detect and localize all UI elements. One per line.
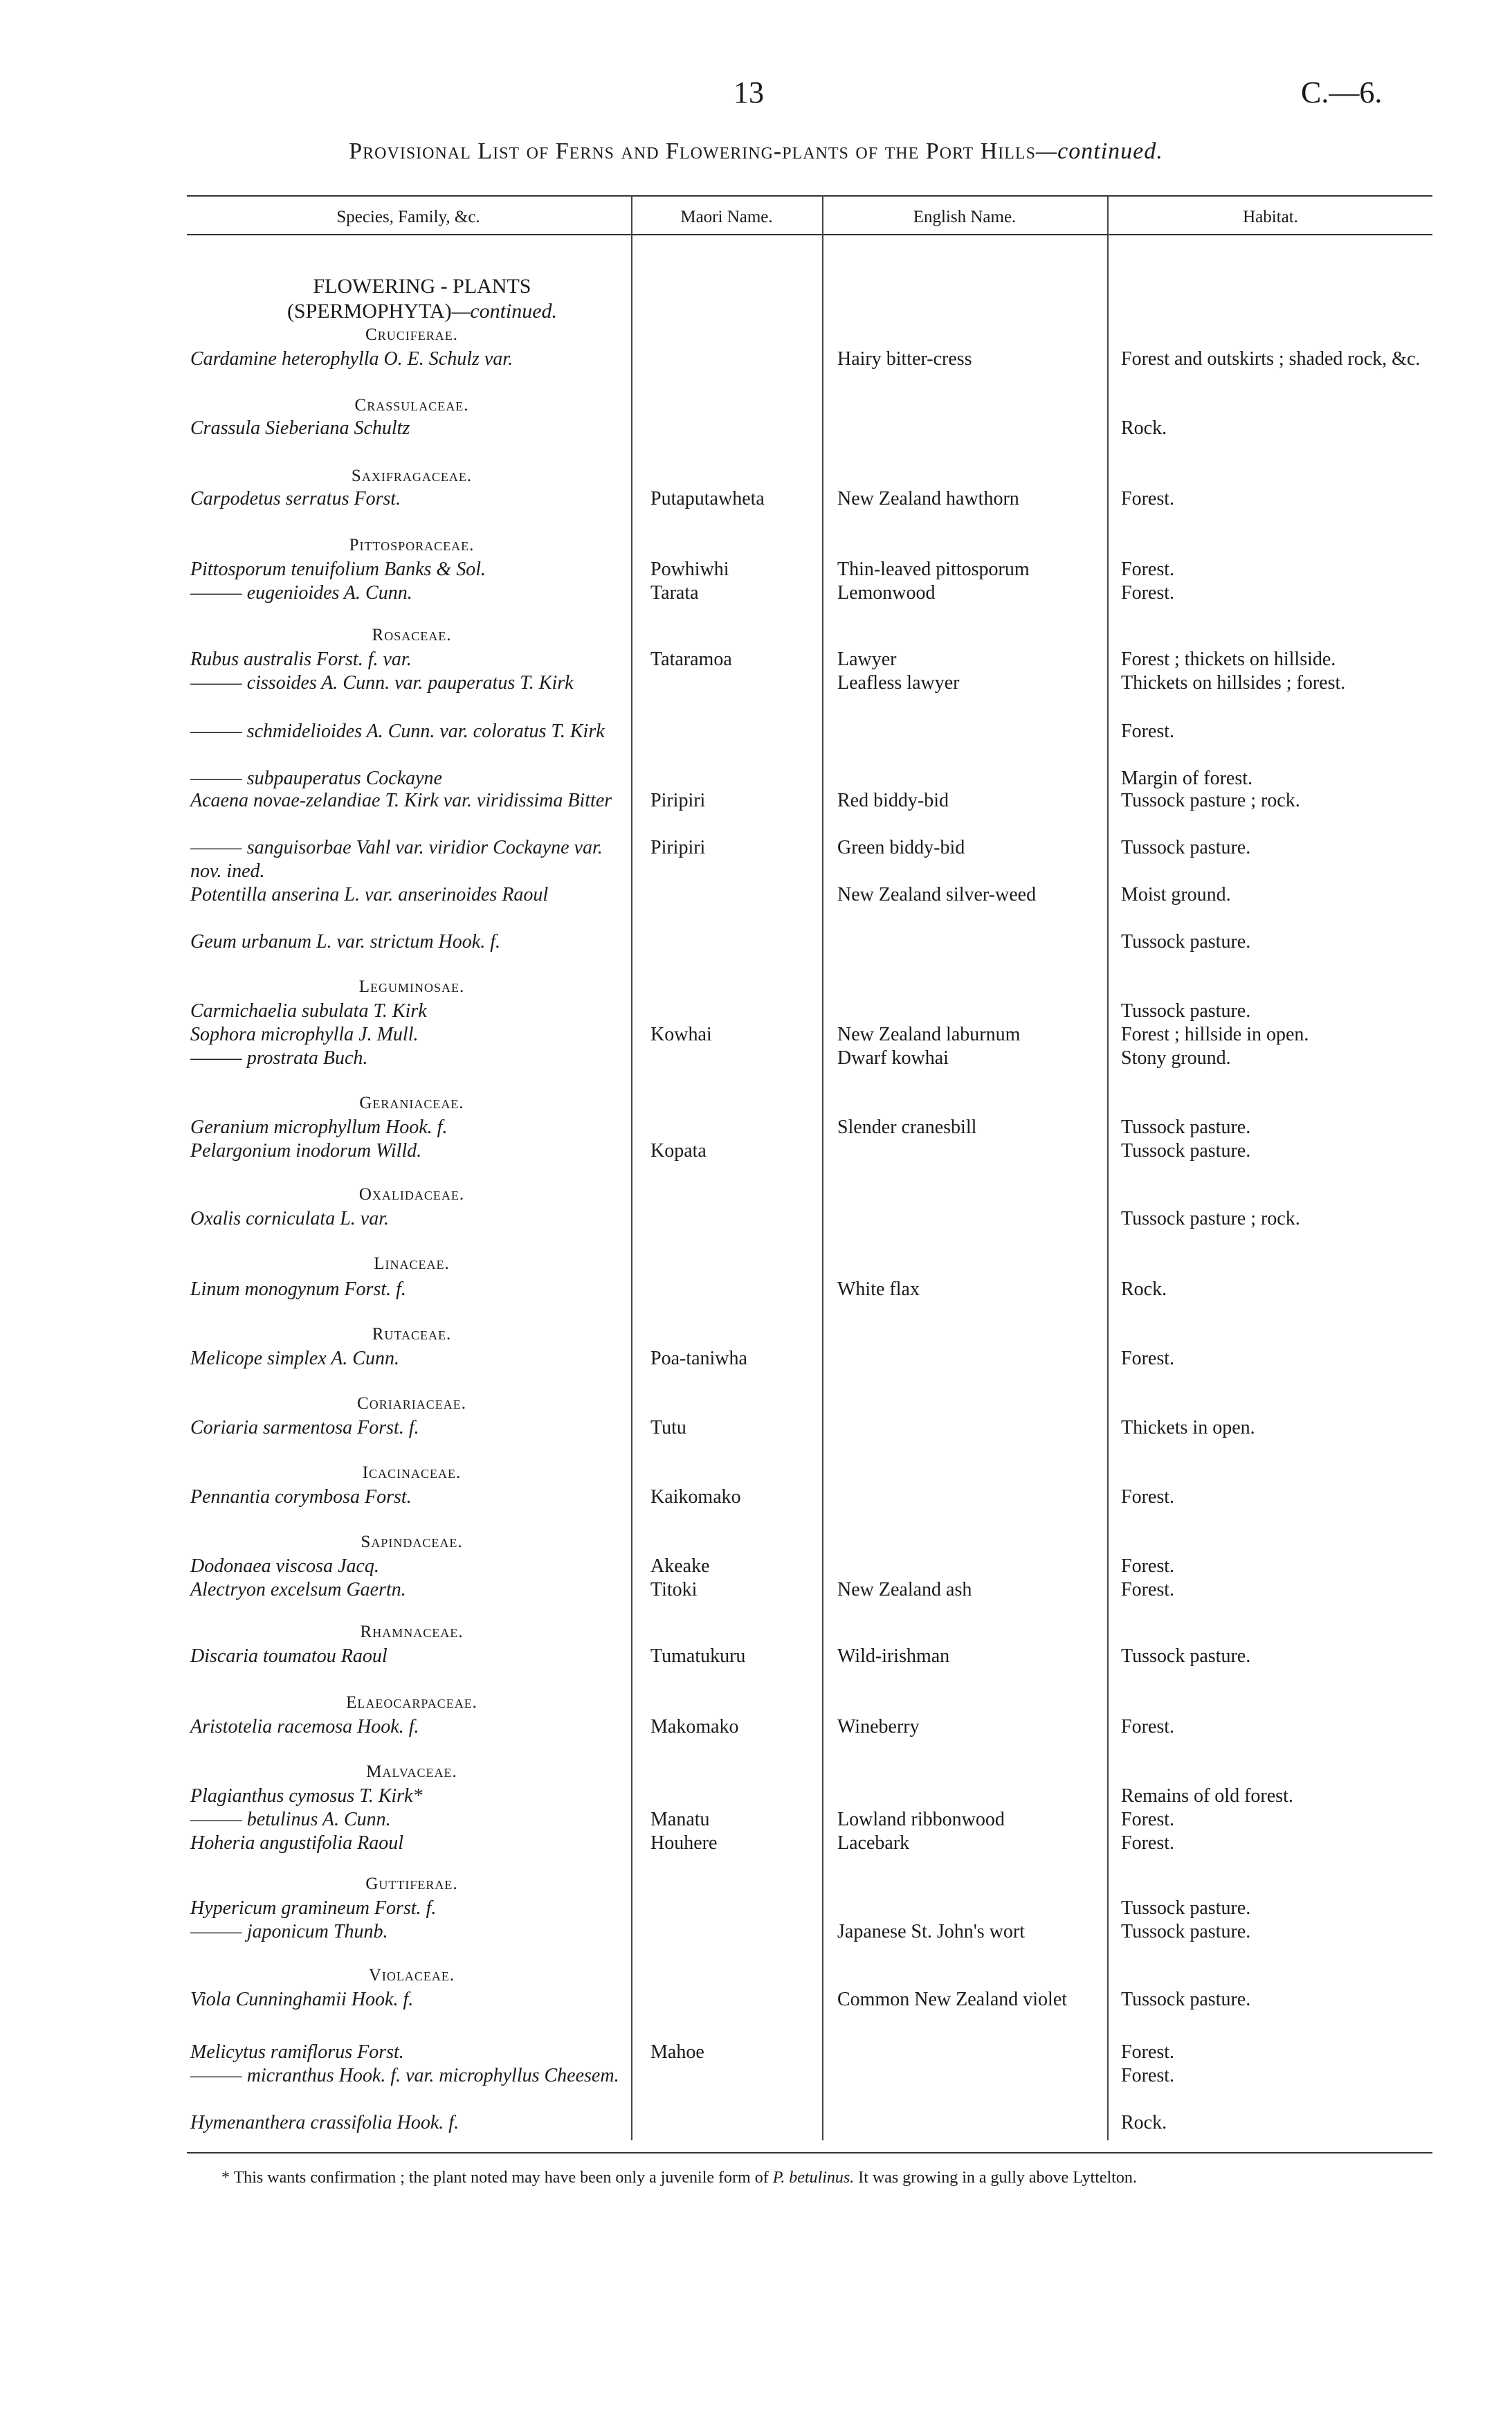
species-name: Carmichaelia subulata T. Kirk <box>190 1000 427 1022</box>
english-name: Lemonwood <box>837 582 936 604</box>
english-name: Wild-irishman <box>837 1645 950 1667</box>
species-name: Pittosporum tenuifolium Banks & Sol. <box>190 559 486 580</box>
column-header-habitat: Habitat. <box>1243 208 1298 226</box>
species-name: Dodonaea viscosa Jacq. <box>190 1555 379 1577</box>
table-top-rule <box>187 195 1432 197</box>
habitat: Forest. <box>1121 2041 1174 2063</box>
species-name: ——— subpauperatus Cockayne <box>190 768 442 789</box>
species-name: Linum monogynum Forst. f. <box>190 1279 406 1300</box>
habitat: Margin of forest. <box>1121 768 1253 789</box>
species-name: Oxalis corniculata L. var. <box>190 1208 389 1229</box>
habitat: Forest. <box>1121 1716 1174 1737</box>
english-name: New Zealand hawthorn <box>837 488 1019 509</box>
english-name: Leafless lawyer <box>837 672 960 694</box>
habitat: Tussock pasture. <box>1121 1897 1251 1919</box>
habitat: Stony ground. <box>1121 1047 1231 1069</box>
maori-name: Tutu <box>650 1417 686 1438</box>
maori-name: Mahoe <box>650 2041 704 2063</box>
maori-name: Kowhai <box>650 1024 712 1045</box>
habitat: Moist ground. <box>1121 884 1231 905</box>
english-name: Red biddy-bid <box>837 790 949 811</box>
species-name: Plagianthus cymosus T. Kirk* <box>190 1785 423 1807</box>
maori-name: Tarata <box>650 582 699 604</box>
section-title-text: FLOWERING - PLANTS (SPERMOPHYTA) <box>286 275 531 323</box>
footnote-species: P. betulinus. <box>772 2169 855 2187</box>
maori-name: Kopata <box>650 1140 707 1162</box>
habitat: Forest. <box>1121 1348 1174 1369</box>
habitat: Rock. <box>1121 2112 1167 2133</box>
maori-name: Titoki <box>650 1579 698 1600</box>
species-name: Coriaria sarmentosa Forst. f. <box>190 1417 419 1438</box>
family-heading: Rhamnaceae. <box>360 1623 464 1641</box>
species-name: Hymenanthera crassifolia Hook. f. <box>190 2112 459 2133</box>
species-name: Crassula Sieberiana Schultz <box>190 417 410 439</box>
habitat: Forest. <box>1121 1809 1174 1830</box>
habitat: Forest. <box>1121 1555 1174 1577</box>
maori-name: Manatu <box>650 1809 710 1830</box>
maori-name: Akeake <box>650 1555 710 1577</box>
species-name: Hoheria angustifolia Raoul <box>190 1832 403 1854</box>
english-name: Lowland ribbonwood <box>837 1809 1005 1830</box>
species-name: Potentilla anserina L. var. anserinoides Raoul <box>190 884 549 905</box>
habitat: Tussock pasture. <box>1121 1645 1251 1667</box>
habitat: Forest. <box>1121 1579 1174 1600</box>
family-heading: Oxalidaceae. <box>358 1185 465 1204</box>
column-divider <box>1107 195 1109 2140</box>
habitat: Forest. <box>1121 2065 1174 2086</box>
english-name: White flax <box>837 1279 920 1300</box>
habitat: Thickets in open. <box>1121 1417 1255 1438</box>
section-title-suffix: —continued. <box>451 300 558 323</box>
footnote <box>221 2167 1439 2189</box>
habitat: Forest. <box>1121 1832 1174 1854</box>
footnote-text: * This wants confirmation ; the plant noted may have been only a juvenile form of <box>221 2169 769 2187</box>
maori-name: Poa-taniwha <box>650 1348 747 1369</box>
maori-name: Powhiwhi <box>650 559 729 580</box>
species-name: ——— betulinus A. Cunn. <box>190 1809 391 1830</box>
species-name: Discaria toumatou Raoul <box>190 1645 388 1667</box>
species-name: Alectryon excelsum Gaertn. <box>190 1579 406 1600</box>
page-title: Provisional List of Ferns and Flowering-plants of the Port Hills <box>349 138 1036 164</box>
family-heading: Guttiferae. <box>365 1875 458 1893</box>
family-heading: Rutaceae. <box>372 1325 452 1344</box>
species-name: Carpodetus serratus Forst. <box>190 488 401 509</box>
footnote-rule <box>187 2152 1432 2153</box>
species-name: ——— sanguisorbae Vahl var. viridior Cockayne var. nov. ined. <box>190 837 603 882</box>
species-name: ——— eugenioides A. Cunn. <box>190 582 412 604</box>
species-name: ——— micranthus Hook. f. var. microphyllus Cheesem. <box>190 2065 619 2086</box>
habitat: Forest. <box>1121 721 1174 742</box>
habitat: Tussock pasture. <box>1121 1140 1251 1162</box>
maori-name: Putaputawheta <box>650 488 765 509</box>
species-name: Cardamine heterophylla O. E. Schulz var. <box>190 348 513 370</box>
english-name: Dwarf kowhai <box>837 1047 949 1069</box>
habitat: Rock. <box>1121 417 1167 439</box>
habitat: Tussock pasture. <box>1121 837 1251 858</box>
family-heading: Pittosporaceae. <box>349 536 475 554</box>
page-title-suffix: —continued. <box>1035 138 1163 164</box>
species-name: Geum urbanum L. var. strictum Hook. f. <box>190 931 500 952</box>
english-name: Slender cranesbill <box>837 1117 977 1138</box>
species-name: Pennantia corymbosa Forst. <box>190 1486 412 1508</box>
english-name: Common New Zealand violet <box>837 1989 1068 2010</box>
habitat: Forest ; hillside in open. <box>1121 1024 1309 1045</box>
page-number: 13 <box>734 75 764 109</box>
species-name: Viola Cunninghamii Hook. f. <box>190 1989 414 2010</box>
species-name: Acaena novae-zelandiae T. Kirk var. viridissima Bitter <box>190 790 612 811</box>
habitat: Forest. <box>1121 559 1174 580</box>
family-heading: Sapindaceae. <box>361 1533 463 1551</box>
species-name: Melicytus ramiflorus Forst. <box>190 2041 404 2063</box>
habitat: Tussock pasture ; rock. <box>1121 790 1300 811</box>
column-header-species: Species, Family, &c. <box>336 208 480 226</box>
column-header-english: English Name. <box>913 208 1017 226</box>
family-heading: Saxifragaceae. <box>351 467 473 485</box>
english-name: Japanese St. John's wort <box>837 1921 1026 1942</box>
footnote-tail: It was growing in a gully above Lyttelton. <box>858 2169 1137 2187</box>
species-name: Geranium microphyllum Hook. f. <box>190 1117 448 1138</box>
species-name: Rubus australis Forst. f. var. <box>190 649 412 670</box>
species-name: ——— schmidelioides A. Cunn. var. coloratus T. Kirk <box>190 721 605 742</box>
english-name: New Zealand laburnum <box>837 1024 1021 1045</box>
english-name: Green biddy-bid <box>837 837 965 858</box>
english-name: Lawyer <box>837 649 897 670</box>
habitat: Thickets on hillsides ; forest. <box>1121 672 1346 694</box>
habitat: Tussock pasture ; rock. <box>1121 1208 1300 1229</box>
habitat: Forest. <box>1121 1486 1174 1508</box>
english-name: Lacebark <box>837 1832 910 1854</box>
document-reference: C.—6. <box>1301 75 1383 109</box>
species-name: Sophora microphylla J. Mull. <box>190 1024 419 1045</box>
habitat: Tussock pasture. <box>1121 1117 1251 1138</box>
family-heading: Coriariaceae. <box>357 1394 466 1413</box>
family-heading: Rosaceae. <box>372 626 452 644</box>
species-name: ——— japonicum Thunb. <box>190 1921 388 1942</box>
habitat: Remains of old forest. <box>1121 1785 1293 1807</box>
section-title <box>228 274 616 324</box>
maori-name: Piripiri <box>650 790 706 811</box>
habitat: Forest and outskirts ; shaded rock, &c. <box>1121 348 1421 370</box>
family-heading: Linaceae. <box>374 1254 450 1273</box>
english-name: New Zealand ash <box>837 1579 972 1600</box>
habitat: Tussock pasture. <box>1121 1989 1251 2010</box>
maori-name: Houhere <box>650 1832 718 1854</box>
species-name: ——— prostrata Buch. <box>190 1047 368 1069</box>
english-name: Wineberry <box>837 1716 920 1737</box>
species-name: Hypericum gramineum Forst. f. <box>190 1897 437 1919</box>
family-heading: Crassulaceae. <box>354 396 469 415</box>
habitat: Forest ; thickets on hillside. <box>1121 649 1336 670</box>
family-heading: Violaceae. <box>368 1966 455 1985</box>
habitat: Forest. <box>1121 488 1174 509</box>
family-heading: Cruciferae. <box>365 325 458 344</box>
english-name: Thin-leaved pittosporum <box>837 559 1030 580</box>
family-heading: Icacinaceae. <box>362 1463 462 1482</box>
habitat: Rock. <box>1121 1279 1167 1300</box>
species-name: Aristotelia racemosa Hook. f. <box>190 1716 419 1737</box>
family-heading: Elaeocarpaceae. <box>346 1693 477 1712</box>
habitat: Tussock pasture. <box>1121 1921 1251 1942</box>
column-header-maori: Maori Name. <box>680 208 773 226</box>
maori-name: Tumatukuru <box>650 1645 746 1667</box>
maori-name: Kaikomako <box>650 1486 741 1508</box>
family-heading: Malvaceae. <box>366 1762 457 1781</box>
english-name: Hairy bitter-cress <box>837 348 972 370</box>
habitat: Forest. <box>1121 582 1174 604</box>
habitat: Tussock pasture. <box>1121 931 1251 952</box>
table-header-rule <box>187 234 1432 235</box>
species-name: Pelargonium inodorum Willd. <box>190 1140 422 1162</box>
family-heading: Leguminosae. <box>358 977 465 996</box>
family-heading: Geraniaceae. <box>359 1094 464 1112</box>
english-name: New Zealand silver-weed <box>837 884 1037 905</box>
species-name: Melicope simplex A. Cunn. <box>190 1348 399 1369</box>
page-heading <box>0 138 1512 165</box>
maori-name: Makomako <box>650 1716 739 1737</box>
maori-name: Tataramoa <box>650 649 732 670</box>
species-name: ——— cissoides A. Cunn. var. pauperatus T. Kirk <box>190 672 574 694</box>
maori-name: Piripiri <box>650 837 706 858</box>
habitat: Tussock pasture. <box>1121 1000 1251 1022</box>
